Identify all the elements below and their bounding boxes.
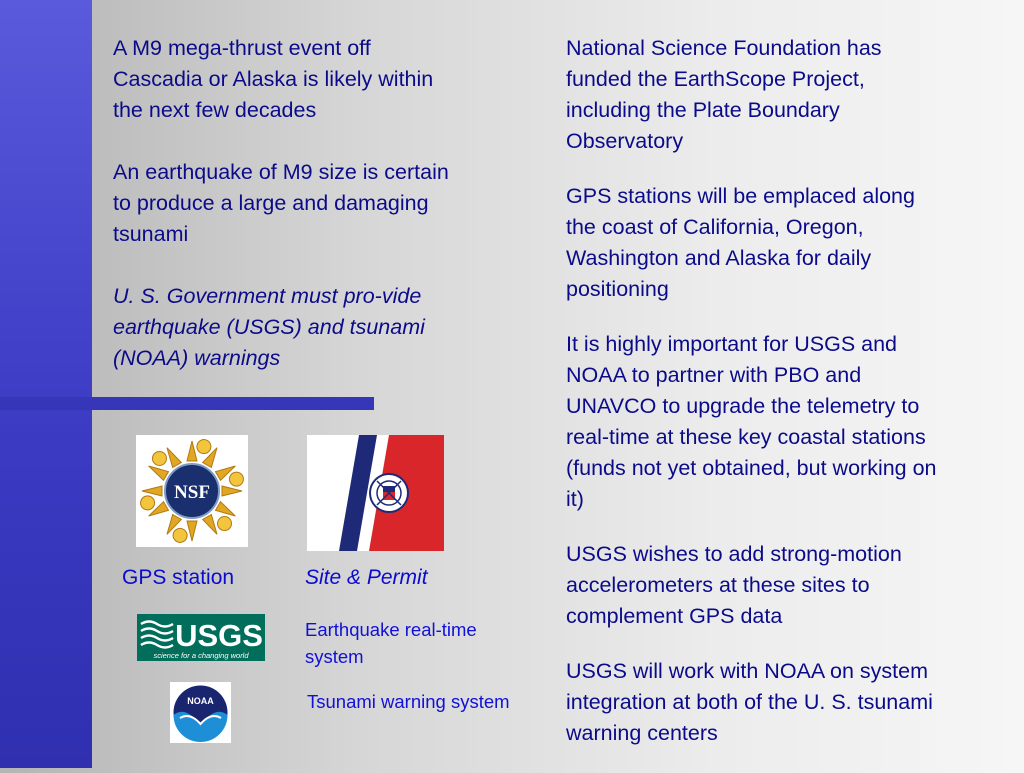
tsunami-system-caption: Tsunami warning system <box>307 691 510 712</box>
earthquake-system-caption: Earthquake real-time system <box>305 619 477 667</box>
left-paragraph-italic: U. S. Government must pro-vide earthquake (USGS) and tsunami (NOAA) warnings <box>113 284 425 370</box>
nsf-logo-icon <box>136 435 248 547</box>
noaa-logo-icon <box>170 682 231 743</box>
nsf-logo <box>136 435 248 547</box>
right-paragraph: USGS will work with NOAA on system integration at both of the U. S. tsunami warning centers <box>566 659 933 745</box>
noaa-logo-text: NOAA <box>187 696 214 706</box>
right-paragraph: GPS stations will be emplaced along the coast of California, Oregon, Washington and Alaska for daily positioning <box>566 184 915 301</box>
right-paragraph: It is highly important for USGS and NOAA to partner with PBO and UNAVCO to upgrade the telemetry to real-time at these key coastal stations (funds not yet obtained, but working on it) <box>566 332 937 511</box>
left-text-column <box>113 33 458 405</box>
usgs-logo-icon <box>137 614 265 661</box>
right-paragraph: National Science Foundation has funded the EarthScope Project, including the Plate Boundary Observatory <box>566 36 882 153</box>
left-paragraph: An earthquake of M9 size is certain to produce a large and damaging tsunami <box>113 160 449 246</box>
right-text-column <box>566 33 941 773</box>
gps-station-caption: GPS station <box>122 566 235 589</box>
nsf-logo-text: NSF <box>174 482 210 503</box>
noaa-logo <box>170 682 231 743</box>
coast-guard-logo-icon <box>307 435 444 551</box>
left-paragraph: A M9 mega-thrust event off Cascadia or Alaska is likely within the next few decades <box>113 36 434 122</box>
usgs-logo <box>137 614 265 661</box>
right-paragraph: USGS wishes to add strong-motion accelerometers at these sites to complement GPS data <box>566 542 902 628</box>
usgs-logo-text: USGS <box>175 618 263 653</box>
usgs-tagline: science for a changing world <box>153 651 249 660</box>
left-sidebar-bar <box>0 0 92 768</box>
site-permit-caption: Site & Permit <box>305 566 428 589</box>
coast-guard-logo <box>307 435 444 551</box>
